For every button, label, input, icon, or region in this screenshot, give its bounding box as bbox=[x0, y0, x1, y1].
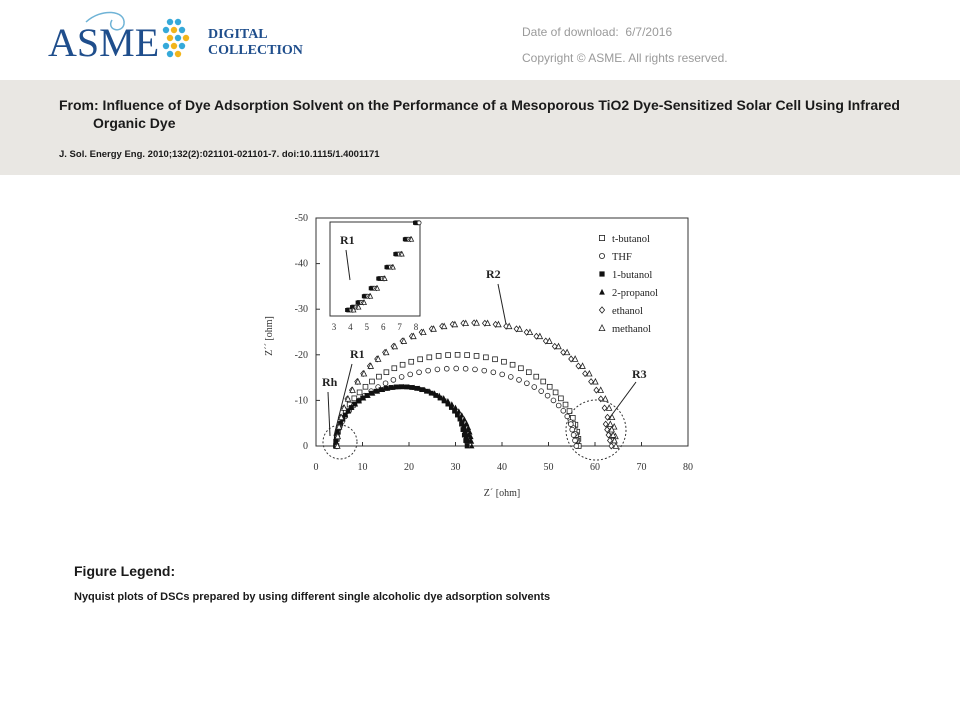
data-point bbox=[534, 374, 539, 379]
legend-entry: methanol bbox=[612, 324, 652, 335]
date-label: Date of download: bbox=[522, 25, 619, 39]
x-axis-label: Z´ [ohm] bbox=[483, 488, 521, 499]
data-point bbox=[391, 378, 396, 383]
x-tick-label: 0 bbox=[313, 462, 319, 473]
x-tick-label: 60 bbox=[590, 462, 600, 473]
data-point bbox=[518, 366, 523, 371]
data-point bbox=[502, 359, 507, 364]
data-point bbox=[539, 389, 544, 394]
x-tick-label: 40 bbox=[497, 462, 507, 473]
inset-x-tick-label: 6 bbox=[380, 322, 386, 332]
data-point bbox=[363, 384, 368, 389]
data-point bbox=[370, 379, 375, 384]
x-tick-label: 10 bbox=[357, 462, 368, 473]
inset-x-tick-label: 5 bbox=[364, 322, 370, 332]
y-tick-label: -20 bbox=[294, 349, 308, 361]
data-point bbox=[532, 385, 537, 390]
annotation-r3: R3 bbox=[632, 367, 647, 381]
data-point bbox=[357, 390, 362, 395]
figure-legend-text: Nyquist plots of DSCs prepared by using different single alcoholic dye adsorption solvents bbox=[74, 591, 551, 603]
data-point bbox=[408, 372, 413, 377]
data-point bbox=[508, 375, 513, 380]
data-point bbox=[446, 353, 451, 358]
legend-entry: t-butanol bbox=[612, 234, 650, 245]
annotation-r1: R1 bbox=[350, 347, 365, 361]
data-point bbox=[561, 408, 566, 413]
inset-x-tick-label: 4 bbox=[348, 322, 353, 332]
data-point bbox=[352, 396, 357, 401]
data-point bbox=[568, 422, 573, 427]
legend-entry: ethanol bbox=[612, 306, 643, 317]
data-point bbox=[455, 352, 460, 357]
data-point bbox=[551, 398, 556, 403]
inset-x-tick-label: 3 bbox=[331, 322, 337, 332]
y-tick-label: 0 bbox=[303, 441, 308, 452]
y-tick-label: -30 bbox=[294, 304, 308, 316]
y-axis-label: Z´´ [ohm] bbox=[264, 316, 275, 356]
data-point bbox=[400, 362, 405, 367]
download-meta bbox=[522, 19, 728, 71]
copyright: Copyright © ASME. All rights reserved. bbox=[522, 51, 728, 65]
data-point bbox=[599, 289, 605, 295]
data-point bbox=[571, 433, 576, 438]
inset-x-tick-label: 7 bbox=[397, 322, 402, 332]
data-point bbox=[558, 396, 563, 401]
data-point bbox=[553, 390, 558, 395]
data-point bbox=[482, 368, 487, 373]
y-tick-label: -10 bbox=[294, 395, 308, 407]
date-line bbox=[522, 19, 728, 45]
data-point bbox=[462, 433, 467, 438]
data-point bbox=[436, 354, 441, 359]
data-point bbox=[510, 362, 515, 367]
data-point bbox=[444, 366, 449, 371]
annotation-rh: Rh bbox=[322, 375, 338, 389]
data-point bbox=[459, 422, 464, 427]
legend-entry: THF bbox=[612, 252, 632, 263]
data-point bbox=[409, 359, 414, 364]
asme-logo bbox=[46, 8, 326, 72]
data-point bbox=[418, 357, 423, 362]
data-point bbox=[483, 355, 488, 360]
legend-entry: 2-propanol bbox=[612, 288, 659, 299]
logo-sub2: COLLECTION bbox=[208, 43, 303, 58]
series-2-propanol bbox=[333, 384, 475, 449]
data-point bbox=[599, 271, 604, 276]
data-point bbox=[563, 402, 568, 407]
data-point bbox=[399, 375, 404, 380]
data-point bbox=[608, 421, 613, 426]
data-point bbox=[556, 403, 561, 408]
legend-entry: 1-butanol bbox=[612, 270, 653, 281]
data-point bbox=[377, 374, 382, 379]
data-point bbox=[426, 368, 431, 373]
data-point bbox=[465, 444, 470, 449]
data-point bbox=[463, 366, 468, 371]
nyquist-figure bbox=[258, 206, 704, 506]
annotation-r2: R2 bbox=[486, 267, 501, 281]
data-point bbox=[392, 366, 397, 371]
x-tick-label: 70 bbox=[636, 462, 647, 473]
logo-sub1: DIGITAL bbox=[208, 27, 268, 42]
data-point bbox=[454, 366, 459, 371]
y-tick-label: -50 bbox=[294, 213, 308, 224]
data-point bbox=[493, 357, 498, 362]
data-point bbox=[605, 414, 610, 420]
data-point bbox=[417, 370, 422, 375]
figure-legend-title: Figure Legend: bbox=[74, 563, 176, 579]
data-point bbox=[473, 367, 478, 372]
data-point bbox=[570, 427, 575, 432]
data-point bbox=[491, 370, 496, 375]
inset-x-tick-label: 8 bbox=[413, 322, 419, 332]
data-point bbox=[500, 372, 505, 377]
logo-text: ASME bbox=[48, 20, 160, 65]
article-citation: J. Sol. Energy Eng. 2010;132(2):021101-021101-7. doi:10.1115/1.4001171 bbox=[59, 149, 380, 160]
data-point bbox=[524, 381, 529, 386]
data-point bbox=[609, 443, 614, 449]
data-point bbox=[384, 370, 389, 375]
data-point bbox=[461, 427, 466, 432]
x-tick-label: 80 bbox=[683, 462, 693, 473]
data-point bbox=[599, 325, 605, 331]
data-point bbox=[465, 353, 470, 358]
chart-legend bbox=[599, 234, 658, 335]
date-value: 6/7/2016 bbox=[625, 25, 673, 39]
data-point bbox=[541, 379, 546, 384]
data-point bbox=[526, 370, 531, 375]
data-point bbox=[517, 378, 522, 383]
data-point bbox=[599, 235, 604, 240]
x-tick-label: 50 bbox=[543, 462, 554, 473]
inset-r1-label: R1 bbox=[340, 233, 355, 247]
y-tick-label: -40 bbox=[294, 258, 308, 270]
data-point bbox=[599, 307, 604, 313]
data-point bbox=[435, 367, 440, 372]
series-1-butanol bbox=[333, 384, 469, 448]
logo-dots bbox=[163, 19, 189, 57]
data-point bbox=[547, 384, 552, 389]
article-title: From: Influence of Dye Adsorption Solvent on the Performance of a Mesoporous TiO2 Dye-Sensitized Solar Cell Using Infrared Organic Dye bbox=[59, 97, 900, 131]
x-tick-label: 20 bbox=[404, 462, 414, 473]
data-point bbox=[573, 438, 578, 443]
data-point bbox=[574, 444, 579, 449]
nyquist-chart bbox=[258, 206, 704, 506]
data-point bbox=[427, 355, 432, 360]
data-point bbox=[599, 253, 604, 258]
data-point bbox=[463, 438, 468, 443]
data-point bbox=[474, 354, 479, 359]
data-point bbox=[383, 381, 388, 386]
data-point bbox=[545, 393, 550, 398]
x-tick-label: 30 bbox=[450, 462, 461, 473]
